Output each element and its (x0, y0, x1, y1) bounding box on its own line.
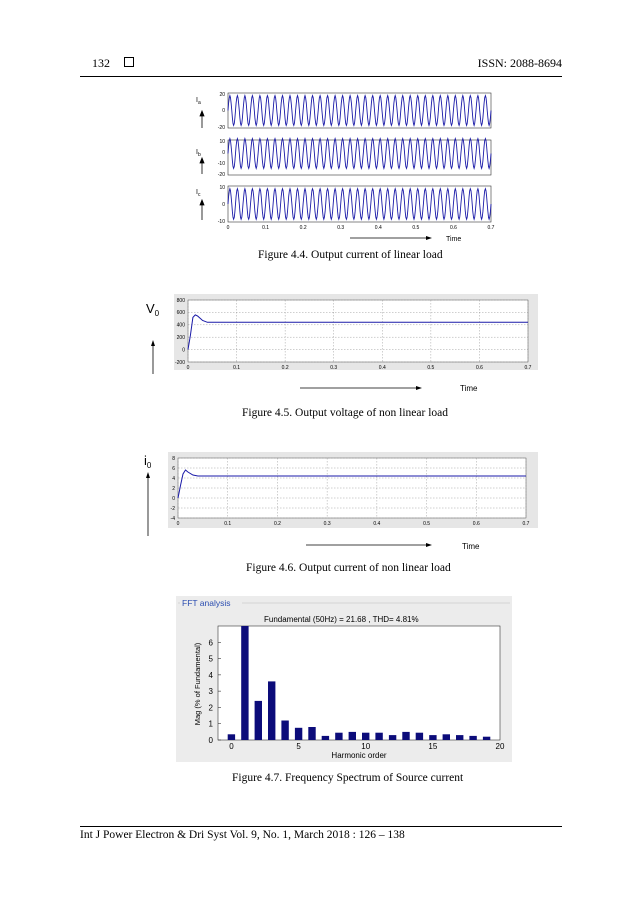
svg-text:20: 20 (219, 92, 225, 98)
y-tick-label: 3 (208, 687, 213, 697)
figure-4-5 (140, 292, 540, 398)
fft-bar (402, 732, 409, 740)
plot-area (188, 300, 528, 362)
y-tick-label: 400 (176, 322, 185, 329)
fft-bar (308, 727, 315, 740)
x-tick-label: 5 (296, 742, 301, 751)
fft-bar (362, 733, 369, 740)
y-tick-label: -2 (170, 505, 175, 512)
fft-plot-title: Fundamental (50Hz) = 21.68 , THD= 4.81% (264, 615, 419, 624)
x-tick-label: 0.5 (423, 521, 431, 527)
x-tick-label: 0.4 (373, 521, 381, 527)
fft-bar (281, 721, 288, 741)
x-tick-label: 0.2 (281, 365, 289, 371)
fft-bar (335, 733, 342, 740)
x-tick-label: 0.2 (299, 225, 307, 231)
x-tick-label: 10 (361, 742, 371, 751)
caption-4-4: Figure 4.4. Output current of linear load (258, 249, 443, 261)
x-tick-label: 0.6 (472, 521, 480, 527)
fft-panel-title: FFT analysis (182, 598, 231, 608)
svg-text:-20: -20 (217, 172, 225, 178)
svg-text:-10: -10 (217, 219, 225, 225)
fft-bar (443, 734, 450, 740)
fft-bar (268, 681, 275, 740)
x-tick-label: 0.5 (412, 225, 420, 231)
x-tick-label: 0.4 (378, 365, 386, 371)
x-tick-label: 0 (226, 225, 230, 231)
x-tick-label: 0.4 (374, 225, 382, 231)
y-axis-label: $V_0$ (146, 301, 160, 318)
svg-text:0: 0 (222, 202, 225, 208)
fft-bar (429, 735, 436, 740)
time-label: Time (460, 384, 478, 393)
fft-y-label: Mag (% of Fundamental) (193, 642, 202, 726)
right-arrow-icon (426, 236, 432, 240)
page-number: 132 (92, 56, 110, 70)
panel-label-ic: $I_c$ (196, 189, 201, 198)
caption-4-6: Figure 4.6. Output current of non linear load (246, 562, 451, 574)
y-tick-label: 5 (208, 654, 213, 664)
fft-bar (349, 732, 356, 740)
checkbox-glyph (124, 57, 134, 67)
y-tick-label: 4 (172, 475, 175, 482)
y-tick-label: 2 (172, 485, 175, 492)
x-tick-label: 0.1 (262, 225, 270, 231)
x-tick-label: 0.6 (449, 225, 457, 231)
x-tick-label: 0.3 (323, 521, 331, 527)
x-tick-label: 20 (495, 742, 505, 751)
svg-text:-10: -10 (217, 161, 225, 167)
x-tick-label: 0.1 (233, 365, 241, 371)
fft-bar (255, 701, 262, 740)
y-tick-label: 0 (182, 347, 185, 354)
fft-bar (295, 728, 302, 740)
y-tick-label: 0 (172, 495, 175, 502)
y-tick-label: 4 (208, 670, 213, 680)
up-arrow-icon (200, 111, 204, 220)
y-tick-label: -4 (170, 515, 175, 522)
svg-text:-20: -20 (217, 125, 225, 131)
footer-rule (80, 826, 562, 827)
panel-label-ib: $I_b$ (196, 149, 201, 158)
figure-4-4 (190, 88, 510, 248)
fft-bar (375, 733, 382, 740)
svg-text:10: 10 (219, 139, 225, 145)
x-tick-label: 0.1 (224, 521, 232, 527)
y-tick-label: 8 (172, 455, 175, 462)
x-tick-label: 0.7 (524, 365, 532, 371)
y-tick-label: 200 (176, 335, 185, 341)
y-tick-label: 1 (208, 719, 213, 729)
y-tick-label: 2 (208, 703, 213, 713)
x-tick-label: 0.5 (427, 365, 435, 371)
x-tick-label: 15 (428, 742, 438, 751)
fft-bar (469, 736, 476, 740)
y-tick-label: 0 (208, 736, 213, 745)
x-tick-label: 0 (229, 742, 234, 751)
x-tick-label: 0.3 (337, 225, 345, 231)
caption-4-5: Figure 4.5. Output voltage of non linear load (242, 407, 449, 419)
fft-bar (456, 735, 463, 740)
svg-text:10: 10 (219, 185, 225, 191)
y-tick-label: 800 (176, 297, 185, 304)
header-rule (80, 76, 562, 77)
right-arrow-icon (416, 386, 422, 390)
y-tick-label: 6 (208, 638, 213, 648)
x-tick-label: 0.7 (522, 521, 530, 527)
svg-text:0: 0 (222, 150, 225, 156)
y-axis-label: $i_0$ (144, 453, 152, 470)
y-tick-label: -200 (174, 359, 185, 366)
fft-bar (416, 733, 423, 740)
figure-4-6 (140, 450, 540, 560)
figure-4-7 (176, 596, 512, 762)
svg-text:0: 0 (222, 108, 225, 114)
x-tick-label: 0.3 (330, 365, 338, 371)
y-tick-label: 6 (172, 465, 175, 472)
fft-bar (483, 737, 490, 740)
panel-label-ia: $I_a$ (196, 97, 201, 106)
caption-4-7: Figure 4.7. Frequency Spectrum of Source current (232, 772, 464, 784)
x-tick-label: 0.2 (273, 521, 281, 527)
fft-bar (322, 736, 329, 740)
footer-citation: Int J Power Electron & Dri Syst Vol. 9, No. 1, March 2018 : 126 – 138 (80, 829, 405, 841)
time-label: Time (462, 542, 480, 551)
y-tick-label: 600 (176, 310, 185, 317)
right-arrow-icon (426, 543, 432, 547)
x-tick-label: 0.6 (475, 365, 483, 371)
fft-bar (241, 626, 248, 740)
time-label: Time (446, 236, 462, 243)
x-tick-label: 0 (186, 365, 190, 371)
x-tick-label: 0.7 (487, 225, 495, 231)
fft-bar (228, 734, 235, 740)
issn: ISSN: 2088-8694 (477, 56, 562, 70)
fft-x-label: Harmonic order (331, 751, 387, 760)
fft-bar (389, 735, 396, 740)
x-tick-label: 0 (176, 521, 180, 527)
